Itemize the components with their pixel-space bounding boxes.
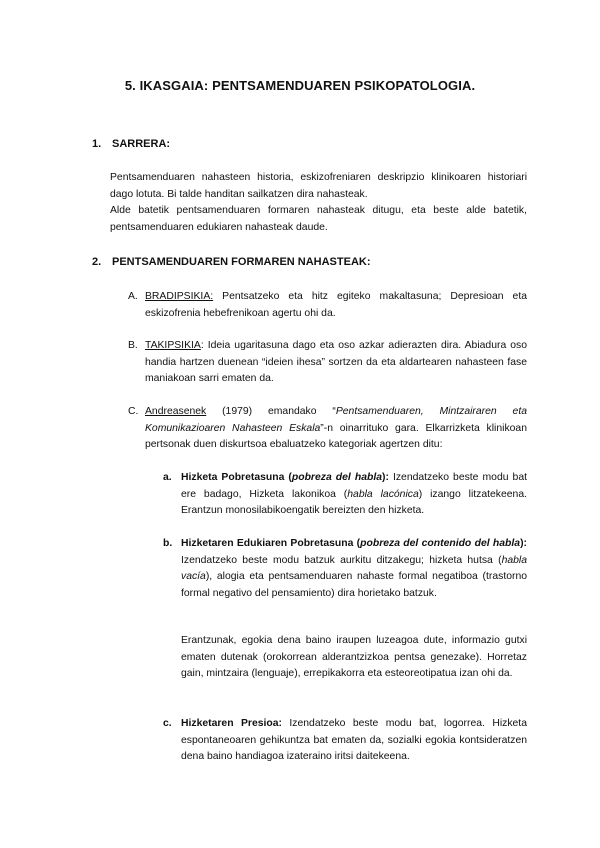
list-marker: C. — [128, 406, 139, 417]
section-number: 2. — [92, 256, 102, 268]
term: TAKIPSIKIA — [145, 340, 201, 351]
sublist-item — [181, 470, 527, 520]
list-item — [145, 289, 527, 322]
list-marker: B. — [128, 340, 138, 351]
term: Andreasenek — [145, 406, 207, 417]
spanish-term: habla lacónica — [347, 488, 419, 500]
item-text: : Ideia ugaritasuna dago eta oso azkar adierazten dira. Abiadura oso handia hartzen duenean “ideien ihesa” sortzen da eta aldartearen nahasteen fase maniakoan sarri ematen da. — [145, 340, 527, 385]
section-2-heading — [92, 256, 371, 268]
sublist-marker: a. — [163, 472, 172, 483]
item-text: Izendatzeko beste modu bat ere badago, Hizketa lakonikoa ( — [181, 472, 527, 500]
sublist-marker: c. — [163, 718, 172, 729]
subitem-title: Hizketa Pobretasuna ( — [181, 472, 292, 483]
subitem-title-end: ): — [381, 472, 389, 483]
list-item — [145, 404, 527, 454]
paragraph: Erantzunak, egokia dena baino iraupen luzeagoa dute, informazio gutxi ematen dutenak (orokorrean alderantzizkoa pentsa genezake). Horretaz gain, mintzaira (lenguaje), errepikakorra eta esteoreotipatua izan ohi da. — [181, 635, 527, 680]
item-text: ), alogia eta pentsamenduaren nahaste formal negatiboa (trastorno formal negativo del pensamiento) dira horietako batzuk. — [181, 571, 527, 599]
item-text: Izendatzeko beste modu bat, logorrea. Hizketa espontaneoaren gehikuntza bat ematen da, sozialki egokia kontsideratzen dena baino handiagoa izateraino iritsi daitekeena. — [181, 718, 527, 763]
paragraph: Alde batetik pentsamenduaren formaren nahasteak ditugu, eta beste alde batetik, pentsamenduaren edukiaren nahasteak daude. — [110, 205, 527, 233]
sublist-item — [181, 536, 527, 602]
page-title: 5. IKASGAIA: PENTSAMENDUAREN PSIKOPATOLOGIA. — [124, 78, 476, 93]
item-text: ”-n oinarrituko gara. Elkarrizketa klinikoan pertsonak duen diskurtsoa ebaluatzeko kategoriak agertzen ditu: — [145, 422, 527, 451]
spanish-term: habla vacía — [181, 554, 527, 583]
section-1-heading — [92, 138, 170, 150]
subitem-title-spanish: pobreza del habla — [291, 472, 382, 483]
item-text: Izendatzeko beste modu batzuk aurkitu ditzakegu; hizketa hutsa ( — [181, 554, 502, 566]
sublist-item — [181, 716, 527, 766]
section-title: SARRERA: — [112, 138, 171, 150]
paragraph: Pentsamenduaren nahasteen historia, eskizofreniaren deskripzio klinikoaren historiari dago lotuta. Bi talde handitan sailkatzen dira nahasteak. — [110, 172, 527, 200]
section-title: PENTSAMENDUAREN FORMAREN NAHASTEAK: — [112, 256, 371, 268]
item-text: Pentsatzeko eta hitz egiteko makaltasuna; Depresioan eta eskizofrenia hebefrenikoan agertu ohi da. — [145, 291, 527, 319]
sublist-marker: b. — [163, 538, 173, 549]
subitem-title: Hizketaren Presioa: — [181, 718, 282, 729]
list-marker: A. — [128, 291, 138, 302]
section-number: 1. — [92, 138, 102, 150]
subitem-title-end: ): — [520, 538, 527, 549]
subitem-title: Hizketaren Edukiaren Pobretasuna ( — [181, 538, 361, 549]
item-text: ) izango litzatekeena. Erantzun monosilabikoengatik bereizten den hizketa. — [181, 488, 527, 517]
item-text: (1979) emandako “ — [206, 406, 336, 417]
list-item — [145, 338, 527, 388]
term: BRADIPSIKIA: — [145, 291, 214, 302]
scale-title: Pentsamenduaren, Mintzairaren eta Komunikazioaren Nahasteen Eskala — [145, 406, 527, 434]
subitem-title-spanish: pobreza del contenido del habla — [360, 538, 521, 549]
